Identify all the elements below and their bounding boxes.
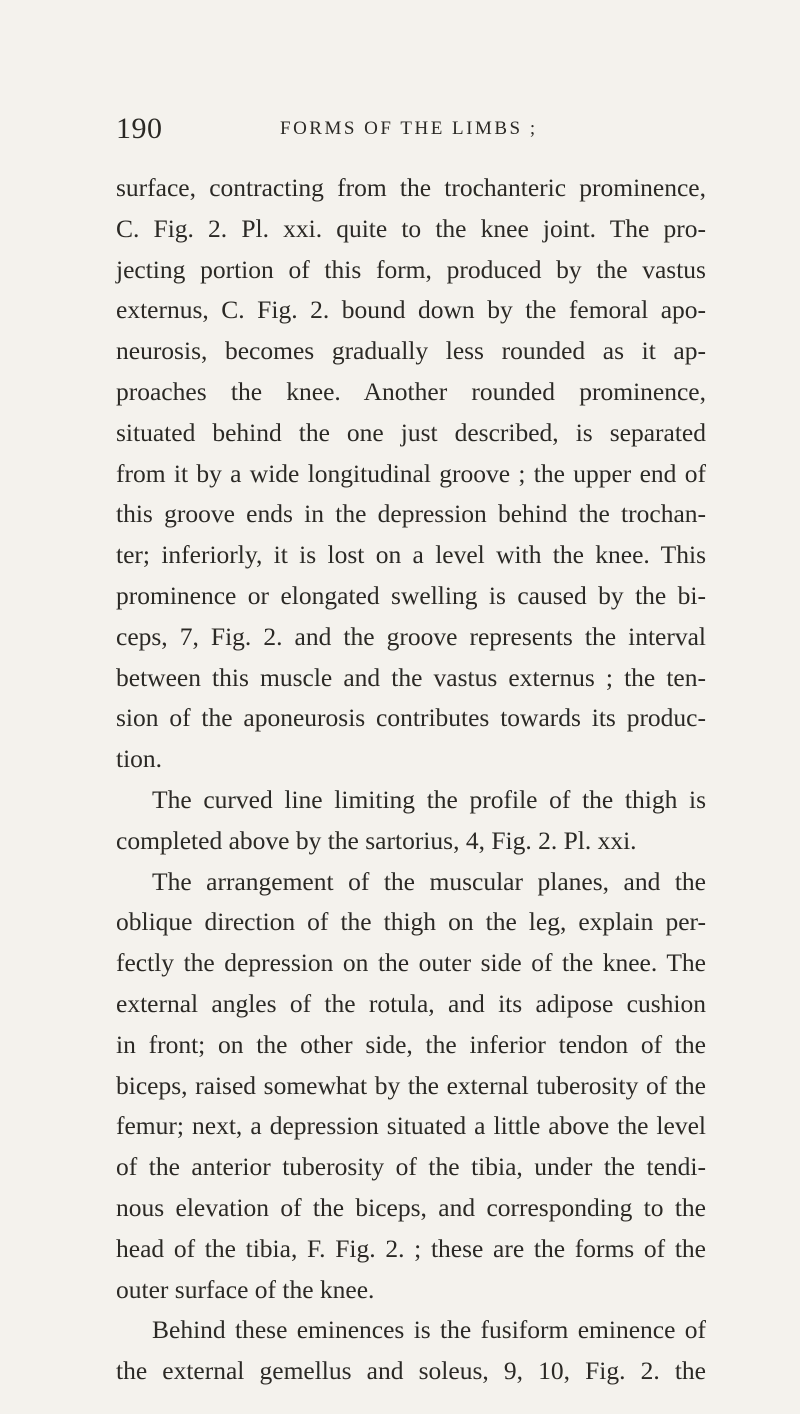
text-line: fectly the depression on the outer side of the knee. The (116, 948, 706, 978)
page-number: 190 (116, 112, 163, 145)
text-line: completed above by the sartorius, 4, Fig. 2. Pl. xxi. (116, 825, 637, 855)
text-line: prominence or elongated swelling is caused by the bi- (116, 580, 706, 610)
paragraph-start-line: The curved line limiting the profile of the thigh is (152, 784, 706, 814)
text-line: externus, C. Fig. 2. bound down by the femoral apo- (116, 295, 706, 325)
text-line: jecting portion of this form, produced by the vastus (116, 254, 706, 284)
text-line: femur; next, a depression situated a little above the level (116, 1111, 706, 1141)
text-line: of the anterior tuberosity of the tibia, under the tendi- (116, 1152, 706, 1182)
text-line: C. Fig. 2. Pl. xxi. quite to the knee joint. The pro- (116, 213, 706, 243)
text-line: biceps, raised somewhat by the external tuberosity of the (116, 1070, 706, 1100)
paragraph-start-line: The arrangement of the muscular planes, and the (152, 866, 706, 896)
text-line: sion of the aponeurosis contributes towards its produc- (116, 703, 706, 733)
text-line: from it by a wide longitudinal groove ; the upper end of (116, 458, 706, 488)
text-line: this groove ends in the depression behind the trochan- (116, 499, 706, 529)
text-line: oblique direction of the thigh on the leg, explain per- (116, 907, 706, 937)
text-line: surface, contracting from the trochanteric prominence, (116, 173, 706, 202)
text-line: the external gemellus and soleus, 9, 10, Fig. 2. the (116, 1356, 706, 1386)
text-line: ceps, 7, Fig. 2. and the groove represents the interval (116, 621, 706, 651)
text-line: ter; inferiorly, it is lost on a level with the knee. This (116, 540, 706, 570)
text-line: head of the tibia, F. Fig. 2. ; these are the forms of the (116, 1233, 706, 1263)
text-line: proaches the knee. Another rounded prominence, (116, 376, 706, 406)
body-text (116, 168, 706, 1392)
text-line: nous elevation of the biceps, and corresponding to the (116, 1192, 706, 1222)
text-line: external angles of the rotula, and its adipose cushion (116, 988, 706, 1018)
text-line: in front; on the other side, the inferior tendon of the (116, 1029, 706, 1059)
running-title: FORMS OF THE LIMBS ; (280, 118, 538, 139)
text-line: situated behind the one just described, is separated (116, 417, 706, 447)
text-line: between this muscle and the vastus externus ; the ten- (116, 662, 706, 692)
text-line: neurosis, becomes gradually less rounded as it ap- (116, 336, 706, 366)
text-line: outer surface of the knee. (116, 1274, 375, 1304)
running-head (116, 112, 716, 152)
text-line: tion. (116, 744, 163, 774)
paragraph-start-line: Behind these eminences is the fusiform eminence of (152, 1315, 706, 1345)
